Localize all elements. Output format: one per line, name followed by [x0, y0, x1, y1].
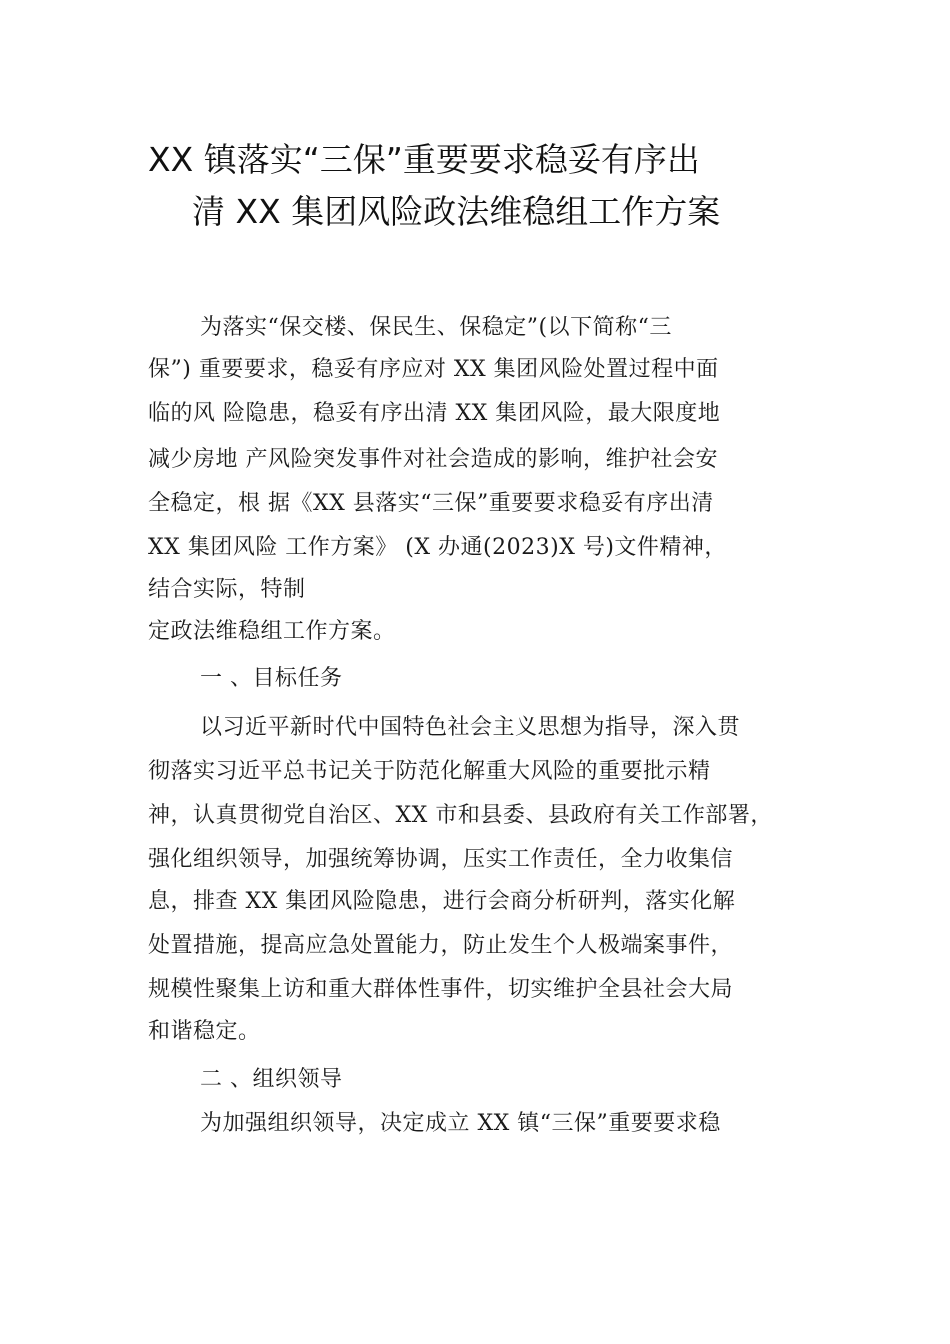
paragraph-line: 为落实“保交楼、保民生、保稳定”(以下简称“三: [200, 315, 672, 340]
paragraph-line: 结合实际，特制: [148, 577, 306, 602]
paragraph-line: 彻落实习近平总书记关于防范化解重大风险的重要批示精: [148, 759, 711, 784]
paragraph-line: 减少房地 产风险突发事件对社会造成的影响，维护社会安: [148, 447, 718, 472]
paragraph-line: XX 集团风险 工作方案》 (X 办通(2023)X 号)文件精神，: [148, 535, 727, 560]
paragraph-line: 强化组织领导，加强统筹协调，压实工作责任，全力收集信: [148, 847, 734, 872]
paragraph-line: 和谐稳定。: [148, 1019, 261, 1044]
document-title-line-2: 清 XX 集团风险政法维稳组工作方案: [192, 192, 721, 231]
paragraph-line: 为加强组织领导，决定成立 XX 镇“三保”重要要求稳: [200, 1111, 721, 1136]
paragraph-line: 规模性聚集上访和重大群体性事件，切实维护全县社会大局: [148, 977, 734, 1002]
paragraph-line: 全稳定，根 据《XX 县落实“三保”重要要求稳妥有序出清: [148, 491, 714, 516]
paragraph-line: 保”) 重要要求，稳妥有序应对 XX 集团风险处置过程中面: [148, 357, 719, 382]
section-heading: 一 、目标任务: [200, 666, 343, 691]
paragraph-line: 息，排查 XX 集团风险隐患，进行会商分析研判，落实化解: [148, 889, 736, 914]
paragraph-line: 定政法维稳组工作方案。: [148, 619, 396, 644]
paragraph-line: 临的风 险隐患，稳妥有序出清 XX 集团风险，最大限度地: [148, 401, 721, 426]
document-title-line-1: XX 镇落实“三保”重要要求稳妥有序出: [148, 140, 700, 179]
section-heading: 二 、组织领导: [200, 1067, 343, 1092]
paragraph-line: 以习近平新时代中国特色社会主义思想为指导，深入贯: [200, 715, 741, 740]
paragraph-line: 处置措施，提高应急处置能力，防止发生个人极端案事件，: [148, 933, 734, 958]
paragraph-line: 神，认真贯彻党自治区、XX 市和县委、县政府有关工作部署，: [148, 803, 773, 828]
